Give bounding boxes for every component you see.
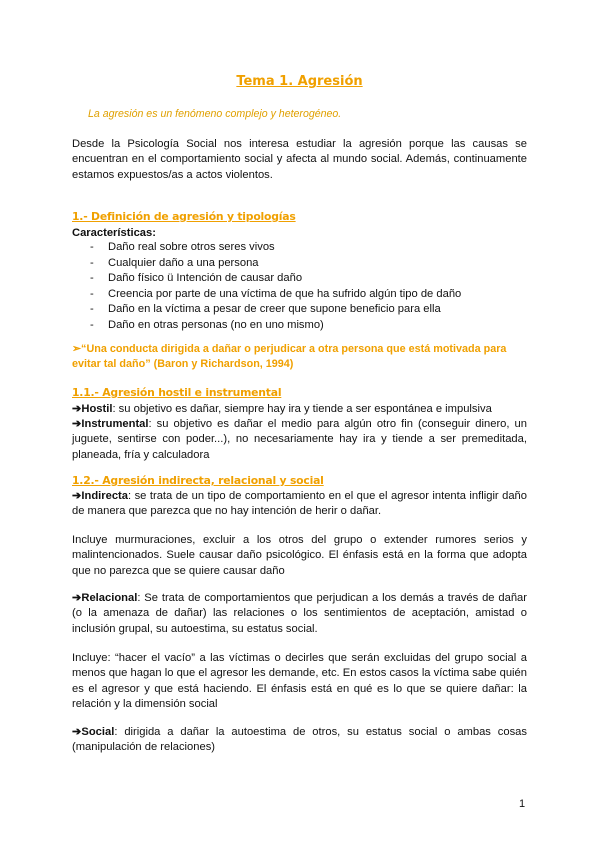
- definition-quote: [72, 342, 527, 372]
- characteristics-list: [90, 240, 461, 334]
- list-item: - Creencia por parte de una víctima de que ha sufrido algún tipo de daño: [90, 287, 461, 303]
- instrumental-term: Instrumental: [81, 418, 149, 430]
- page-number: 1: [519, 798, 526, 810]
- list-item: - Daño físico ü Intención de causar daño: [90, 271, 461, 287]
- arrow-icon: ➔: [72, 592, 82, 604]
- social-text: : dirigida a dañar la autoestima de otros, su estatus social o ambas cosas (manipulación de relaciones): [72, 726, 527, 754]
- lead-sentence: La agresión es un fenómeno complejo y heterogéneo.: [88, 108, 342, 120]
- intro-paragraph: Desde la Psicología Social nos interesa estudiar la agresión porque las causas se encuentran en el comportamiento social y afecta al mundo social. Además, continuamente estamos expuestos/as a actos violentos.: [72, 138, 527, 181]
- characteristics-label: Características:: [72, 227, 156, 239]
- arrow-icon: ➔: [72, 403, 82, 415]
- hostil-term: Hostil: [81, 403, 113, 415]
- hostil-text: : su objetivo es dañar, siempre hay ira y tiende a ser espontánea e impulsiva: [112, 403, 492, 415]
- hostil-paragraph: [72, 402, 527, 417]
- instrumental-paragraph: [72, 417, 527, 463]
- indirecta-term: Indirecta: [81, 490, 129, 502]
- arrow-icon: ➔: [72, 418, 82, 430]
- arrow-icon: ➔: [72, 726, 82, 738]
- quote-text: “Una conducta dirigida a dañar o perjudicar a otra persona que está motivada para evitar tal daño” (Baron y Richardson, 1994): [72, 343, 507, 371]
- instrumental-text: : su objetivo es dañar el medio para algún otro fin (conseguir dinero, un juguete, sentirse con poder...), no necesariamente hay ira y tiende a ser premeditada, planeada, fría y calculadora: [72, 418, 527, 461]
- list-item: - Daño en otras personas (no en uno mismo): [90, 318, 461, 334]
- relacional-includes-paragraph: Incluye: “hacer el vacío” a las víctimas o decirles que serán excluidas del grupo social a menos que hagan lo que el agresor les demande, etc. En estos casos la víctima sabe quién es el agresor y que está haciendo. El énfasis está en qué es lo que se quiere dañar: la relación y la dimensión social: [72, 652, 527, 711]
- list-item: - Cualquier daño a una persona: [90, 256, 461, 272]
- list-item: - Daño real sobre otros seres vivos: [90, 240, 461, 256]
- quote-arrow-icon: ➢: [72, 343, 82, 355]
- relacional-paragraph: [72, 591, 527, 637]
- list-item: - Daño en la víctima a pesar de creer que supone beneficio para ella: [90, 302, 461, 318]
- arrow-icon: ➔: [72, 490, 82, 502]
- social-term: Social: [81, 726, 115, 738]
- page-title: Tema 1. Agresión: [236, 74, 363, 89]
- relacional-term: Relacional: [81, 592, 138, 604]
- relacional-text: : Se trata de comportamientos que perjudican a los demás a través de dañar (o la amenaza de dañar) las relaciones o los sentimientos de aceptación, amistad o inclusión grupal, su autoestima, su estatus social.: [72, 592, 527, 635]
- indirecta-text: : se trata de un tipo de comportamiento en el que el agresor intenta infligir daño de manera que parezca que no hay intención de herir o dañar.: [72, 490, 527, 518]
- section1-heading: 1.- Definición de agresión y tipologías: [72, 210, 296, 223]
- social-paragraph: [72, 725, 527, 756]
- indirecta-includes-paragraph: Incluye murmuraciones, excluir a los otros del grupo o extender rumores serios y malintencionados. Suele causar daño psicológico. El énfasis está en la forma que adopta que no parezca que se quiere causar daño: [72, 534, 527, 577]
- section12-heading: 1.2.- Agresión indirecta, relacional y social: [72, 474, 324, 487]
- indirecta-paragraph: [72, 489, 527, 520]
- section11-heading: 1.1.- Agresión hostil e instrumental: [72, 386, 282, 399]
